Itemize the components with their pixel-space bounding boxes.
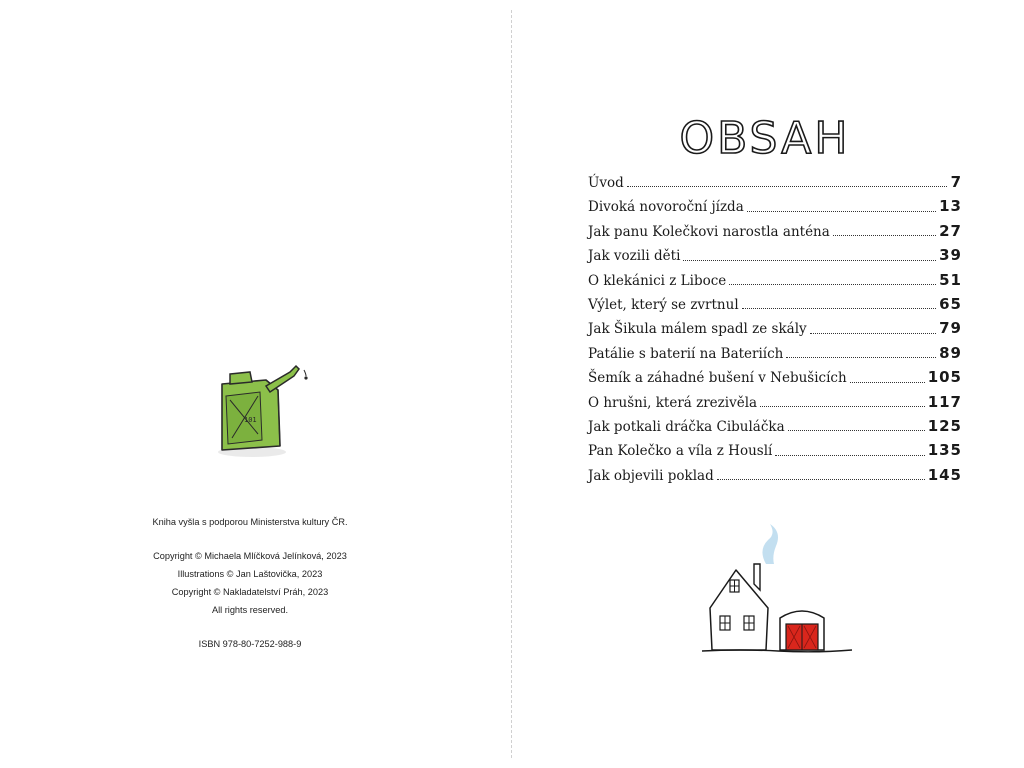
canister-label: 101 bbox=[244, 416, 257, 424]
toc-dot-leader bbox=[627, 185, 947, 187]
toc-dot-leader bbox=[747, 210, 936, 212]
toc-entry[interactable] bbox=[588, 268, 962, 292]
toc-entry-title: Úvod bbox=[588, 175, 624, 191]
toc-entry[interactable] bbox=[588, 414, 962, 438]
toc-page-number: 105 bbox=[927, 368, 962, 387]
toc-page-number: 135 bbox=[927, 441, 962, 460]
toc-page-number: 51 bbox=[939, 270, 962, 289]
toc-entry-title: Jak Šikula málem spadl ze skály bbox=[588, 321, 807, 338]
toc-dot-leader bbox=[850, 381, 925, 383]
toc-page-number: 13 bbox=[939, 197, 962, 216]
toc-dot-leader bbox=[760, 405, 925, 407]
toc-entry-title: Patálie s baterií na Bateriích bbox=[588, 345, 784, 362]
toc-entry[interactable] bbox=[588, 292, 962, 316]
toc-entry-title: Divoká novoroční jízda bbox=[588, 199, 744, 216]
table-of-contents bbox=[588, 170, 962, 487]
toc-dot-leader bbox=[788, 429, 925, 431]
toc-page-number: 145 bbox=[927, 465, 962, 484]
toc-entry[interactable] bbox=[588, 365, 962, 389]
toc-entry-title: Jak objevili poklad bbox=[588, 467, 714, 484]
toc-entry-title: Jak potkali dráčka Cibuláčka bbox=[588, 418, 785, 435]
toc-entry[interactable] bbox=[588, 170, 962, 194]
toc-entry[interactable] bbox=[588, 463, 962, 487]
illustrations-credit: Illustrations © Jan Laštovička, 2023 bbox=[177, 569, 323, 579]
toc-entry-title: Jak vozili děti bbox=[588, 248, 681, 265]
toc-entry[interactable] bbox=[588, 219, 962, 243]
toc-entry-title: O hrušni, která zrezivěla bbox=[588, 394, 758, 411]
toc-entry[interactable] bbox=[588, 316, 962, 340]
house-illustration bbox=[700, 520, 856, 660]
toc-page-number: 65 bbox=[939, 294, 962, 313]
toc-page-number: 39 bbox=[939, 246, 962, 265]
publisher-copyright: Copyright © Nakladatelství Práh, 2023 bbox=[171, 587, 329, 597]
toc-entry-title: Šemík a záhadné bušení v Nebušicích bbox=[588, 370, 847, 387]
support-note: Kniha vyšla s podporou Ministerstva kultury ČR. bbox=[152, 517, 348, 527]
toc-dot-leader bbox=[729, 283, 936, 285]
toc-dot-leader bbox=[775, 454, 924, 456]
toc-entry[interactable] bbox=[588, 194, 962, 218]
toc-entry[interactable] bbox=[588, 243, 962, 267]
toc-dot-leader bbox=[717, 478, 925, 480]
toc-page-number: 89 bbox=[939, 343, 962, 362]
toc-page-number: 125 bbox=[927, 416, 962, 435]
author-copyright: Copyright © Michaela Mlíčková Jelínková, 2023 bbox=[153, 551, 347, 561]
toc-dot-leader bbox=[742, 307, 936, 309]
toc-entry-title: O klekánici z Liboce bbox=[588, 272, 727, 289]
page-title: OBSAH bbox=[679, 113, 851, 165]
toc-page-number: 27 bbox=[939, 221, 962, 240]
toc-dot-leader bbox=[810, 332, 936, 334]
toc-dot-leader bbox=[833, 234, 936, 236]
toc-dot-leader bbox=[683, 259, 936, 261]
toc-entry[interactable] bbox=[588, 438, 962, 462]
toc-page-number: 79 bbox=[939, 319, 962, 338]
toc-entry-title: Jak panu Kolečkovi narostla anténa bbox=[588, 223, 830, 240]
toc-entry-title: Výlet, který se zvrtnul bbox=[588, 296, 739, 313]
toc-page-number: 117 bbox=[927, 392, 962, 411]
rights-reserved: All rights reserved. bbox=[211, 605, 289, 615]
isbn: ISBN 978-80-7252-988-9 bbox=[198, 639, 302, 649]
fuel-canister-illustration bbox=[208, 362, 312, 458]
imprint-block bbox=[80, 513, 420, 653]
toc-page-number: 7 bbox=[950, 173, 962, 191]
toc-entry-title: Pan Kolečko a víla z Houslí bbox=[588, 443, 773, 460]
toc-entry[interactable] bbox=[588, 390, 962, 414]
toc-dot-leader bbox=[786, 356, 936, 358]
toc-entry[interactable] bbox=[588, 341, 962, 365]
